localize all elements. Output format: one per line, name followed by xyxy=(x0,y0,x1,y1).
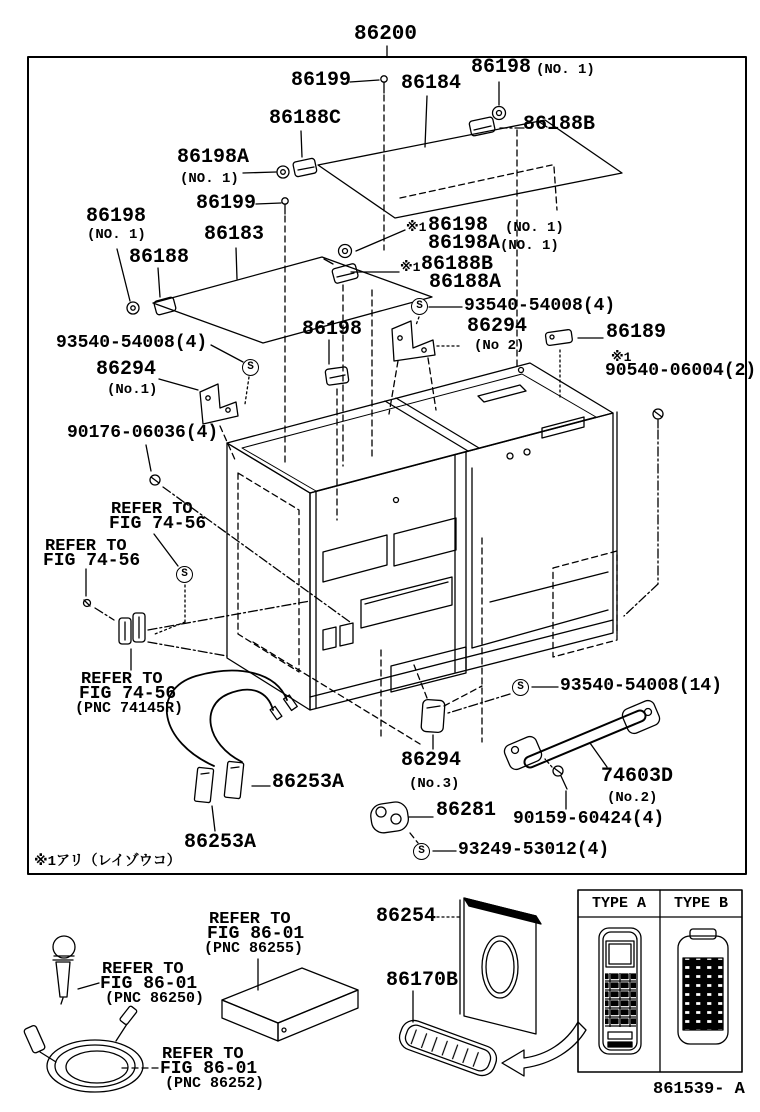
part-label: 86198 xyxy=(86,205,147,228)
part-label: (No.2) xyxy=(607,790,658,806)
part-label: 90159-60424(4) xyxy=(513,809,665,829)
part-label: 86198A xyxy=(177,146,250,169)
part-label: 86294 xyxy=(96,358,157,381)
drawing-number: 861539- A xyxy=(653,1080,745,1099)
part-label: 86170B xyxy=(386,969,459,992)
part-label: REFER TO xyxy=(81,670,163,689)
part-label: 86183 xyxy=(204,223,265,246)
part-label: 86198 xyxy=(428,214,489,237)
screw-symbol-marker: S xyxy=(411,298,428,315)
part-label: (NO. 1) xyxy=(505,220,564,236)
part-label: (No.1) xyxy=(107,382,158,398)
part-label: REFER TO xyxy=(162,1045,244,1064)
part-label: FIG 86-01 xyxy=(160,1059,258,1079)
part-label: (No.3) xyxy=(409,776,460,792)
part-label: 86254 xyxy=(376,905,437,928)
part-label: 86188A xyxy=(429,271,502,294)
part-label: FIG 74-56 xyxy=(79,684,177,704)
part-label: 86198 xyxy=(471,56,532,79)
part-label: 86253A xyxy=(184,831,257,854)
footnote: ※1アリ（レイゾウコ） xyxy=(34,854,181,870)
part-label: (PNC 86250) xyxy=(105,990,205,1007)
part-label: 90176-06036(4) xyxy=(67,423,219,443)
part-label: 86294 xyxy=(401,749,462,772)
part-label: 93249-53012(4) xyxy=(458,840,610,860)
part-label: 86199 xyxy=(291,69,352,92)
part-label: 93540-54008(4) xyxy=(464,296,616,316)
part-label: (PNC 74145R) xyxy=(75,700,184,717)
screw-symbol-marker: S xyxy=(512,679,529,696)
screw-symbol-marker: S xyxy=(413,843,430,860)
part-label: 86281 xyxy=(436,799,497,822)
part-label: (NO. 1) xyxy=(500,238,559,254)
part-label: 86184 xyxy=(401,72,462,95)
part-label: 86198A xyxy=(428,232,501,255)
screw-symbol-marker: S xyxy=(242,359,259,376)
part-label: FIG 74-56 xyxy=(43,551,141,571)
part-label: 93540-54008(14) xyxy=(560,676,723,696)
part-label: ※1 xyxy=(611,350,632,365)
part-label: (NO. 1) xyxy=(180,171,239,187)
screw-symbol-marker: S xyxy=(176,566,193,583)
part-label: (PNC 86252) xyxy=(165,1075,265,1092)
part-label: 86200 xyxy=(354,23,418,46)
part-label: 86188 xyxy=(129,246,190,269)
part-label: FIG 74-56 xyxy=(109,514,207,534)
part-label: REFER TO xyxy=(209,910,291,929)
part-label: ※1 xyxy=(406,220,427,235)
part-label: 86188B xyxy=(421,253,494,276)
part-label: 93540-54008(4) xyxy=(56,333,208,353)
part-label: 86188C xyxy=(269,107,342,130)
part-label: 86253A xyxy=(272,771,345,794)
part-label: (No 2) xyxy=(474,338,525,354)
part-label: REFER TO xyxy=(111,500,193,519)
part-label: (NO. 1) xyxy=(87,227,146,243)
part-label: 74603D xyxy=(601,765,674,788)
part-label: (PNC 86255) xyxy=(204,940,304,957)
part-label: FIG 86-01 xyxy=(100,974,198,994)
type-a-header: TYPE A xyxy=(592,895,647,912)
part-label: 90540-06004(2) xyxy=(605,361,757,381)
part-label: FIG 86-01 xyxy=(207,924,305,944)
type-b-header: TYPE B xyxy=(674,895,729,912)
part-label: REFER TO xyxy=(102,960,184,979)
part-label: (NO. 1) xyxy=(536,62,595,78)
part-label: REFER TO xyxy=(45,537,127,556)
part-label: 86189 xyxy=(606,321,667,344)
part-label: 86199 xyxy=(196,192,257,215)
part-label: 86294 xyxy=(467,315,528,338)
part-label: ※1 xyxy=(400,260,421,275)
part-label: 86198 xyxy=(302,318,363,341)
part-label: 86188B xyxy=(523,113,596,136)
